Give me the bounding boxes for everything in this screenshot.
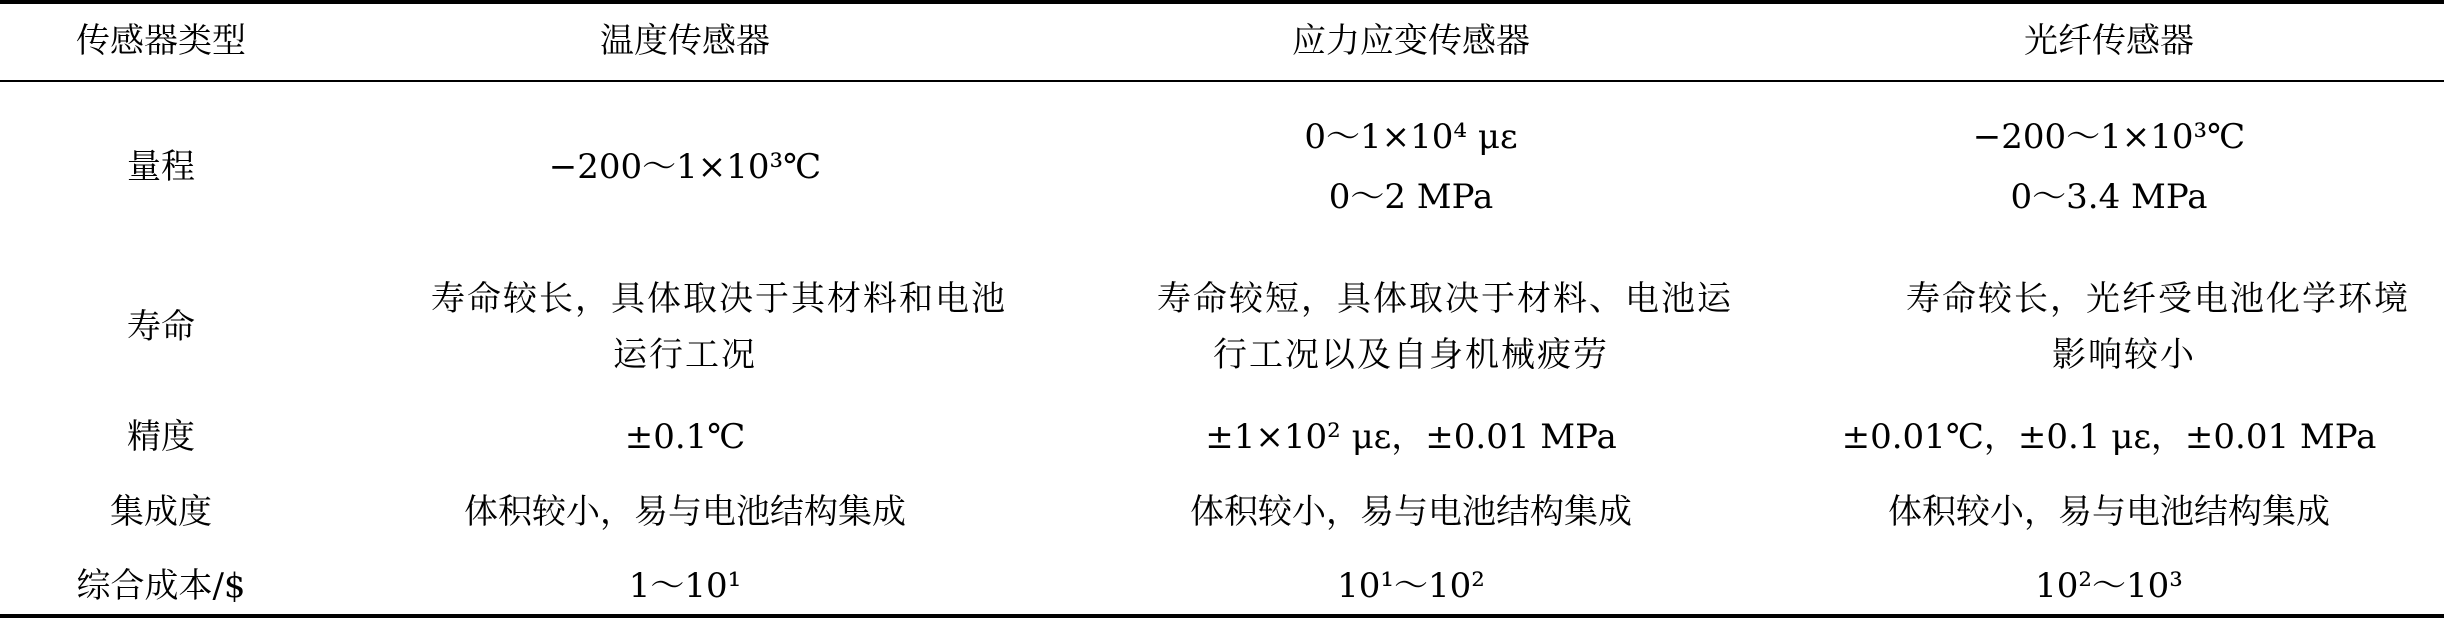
- cell-lifespan-stress-strain: [1048, 252, 1774, 402]
- cell-cost-temperature: 1～10¹: [628, 566, 742, 607]
- cell-line: 0～1×10⁴ με: [1304, 117, 1518, 157]
- table-row-precision: [0, 402, 2444, 472]
- header-fiber-optic-sensor: 光纤传感器: [2024, 20, 2194, 61]
- header-sensor-type: 传感器类型: [76, 20, 246, 61]
- cell-line: 运行工况: [613, 335, 757, 375]
- cell-line: 寿命较短，具体取决于材料、电池运: [1157, 279, 1733, 319]
- cell-cost-fiber: 10²～10³: [2035, 566, 2183, 607]
- cell-integration-stress-strain: 体积较小，易与电池结构集成: [1190, 491, 1632, 532]
- row-label-range: 量程: [127, 146, 195, 187]
- table-row-lifespan: [0, 252, 2444, 402]
- cell-lifespan-fiber: [1774, 252, 2444, 402]
- cell-line: −200～1×10³℃: [1972, 117, 2246, 157]
- cell-line: 行工况以及自身机械疲劳: [1213, 335, 1609, 375]
- row-label-precision: 精度: [127, 416, 195, 457]
- cell-range-fiber: [1774, 82, 2444, 252]
- cell-integration-fiber: 体积较小，易与电池结构集成: [1888, 491, 2330, 532]
- cell-line: 寿命较长，光纤受电池化学环境: [1906, 279, 2410, 319]
- cell-precision-fiber: ±0.01℃，±0.1 με，±0.01 MPa: [1841, 416, 2377, 457]
- cell-line: −200～1×10³℃: [548, 147, 822, 187]
- row-label-integration: 集成度: [110, 491, 212, 532]
- header-temperature-sensor: 温度传感器: [600, 20, 770, 61]
- cell-precision-temperature: ±0.1℃: [624, 416, 746, 457]
- table-row-range: [0, 82, 2444, 252]
- header-stress-strain-sensor: 应力应变传感器: [1292, 20, 1530, 61]
- cell-lifespan-temperature: [322, 252, 1048, 402]
- cell-integration-temperature: 体积较小，易与电池结构集成: [464, 491, 906, 532]
- row-label-cost: 综合成本/$: [76, 566, 246, 607]
- cell-line: 寿命较长，具体取决于其材料和电池: [431, 279, 1007, 319]
- cell-line: 0～3.4 MPa: [2010, 177, 2208, 217]
- cell-precision-stress-strain: ±1×10² με，±0.01 MPa: [1205, 416, 1617, 457]
- table-header-row: [0, 0, 2444, 82]
- table-row-integration: [0, 472, 2444, 552]
- row-label-lifespan: 寿命: [127, 306, 195, 347]
- cell-cost-stress-strain: 10¹～10²: [1337, 566, 1485, 607]
- cell-range-stress-strain: [1048, 82, 1774, 252]
- cell-line: 影响较小: [2052, 335, 2196, 375]
- cell-range-temperature: [322, 82, 1048, 252]
- cell-line: 0～2 MPa: [1328, 177, 1494, 217]
- table-row-cost: [0, 552, 2444, 621]
